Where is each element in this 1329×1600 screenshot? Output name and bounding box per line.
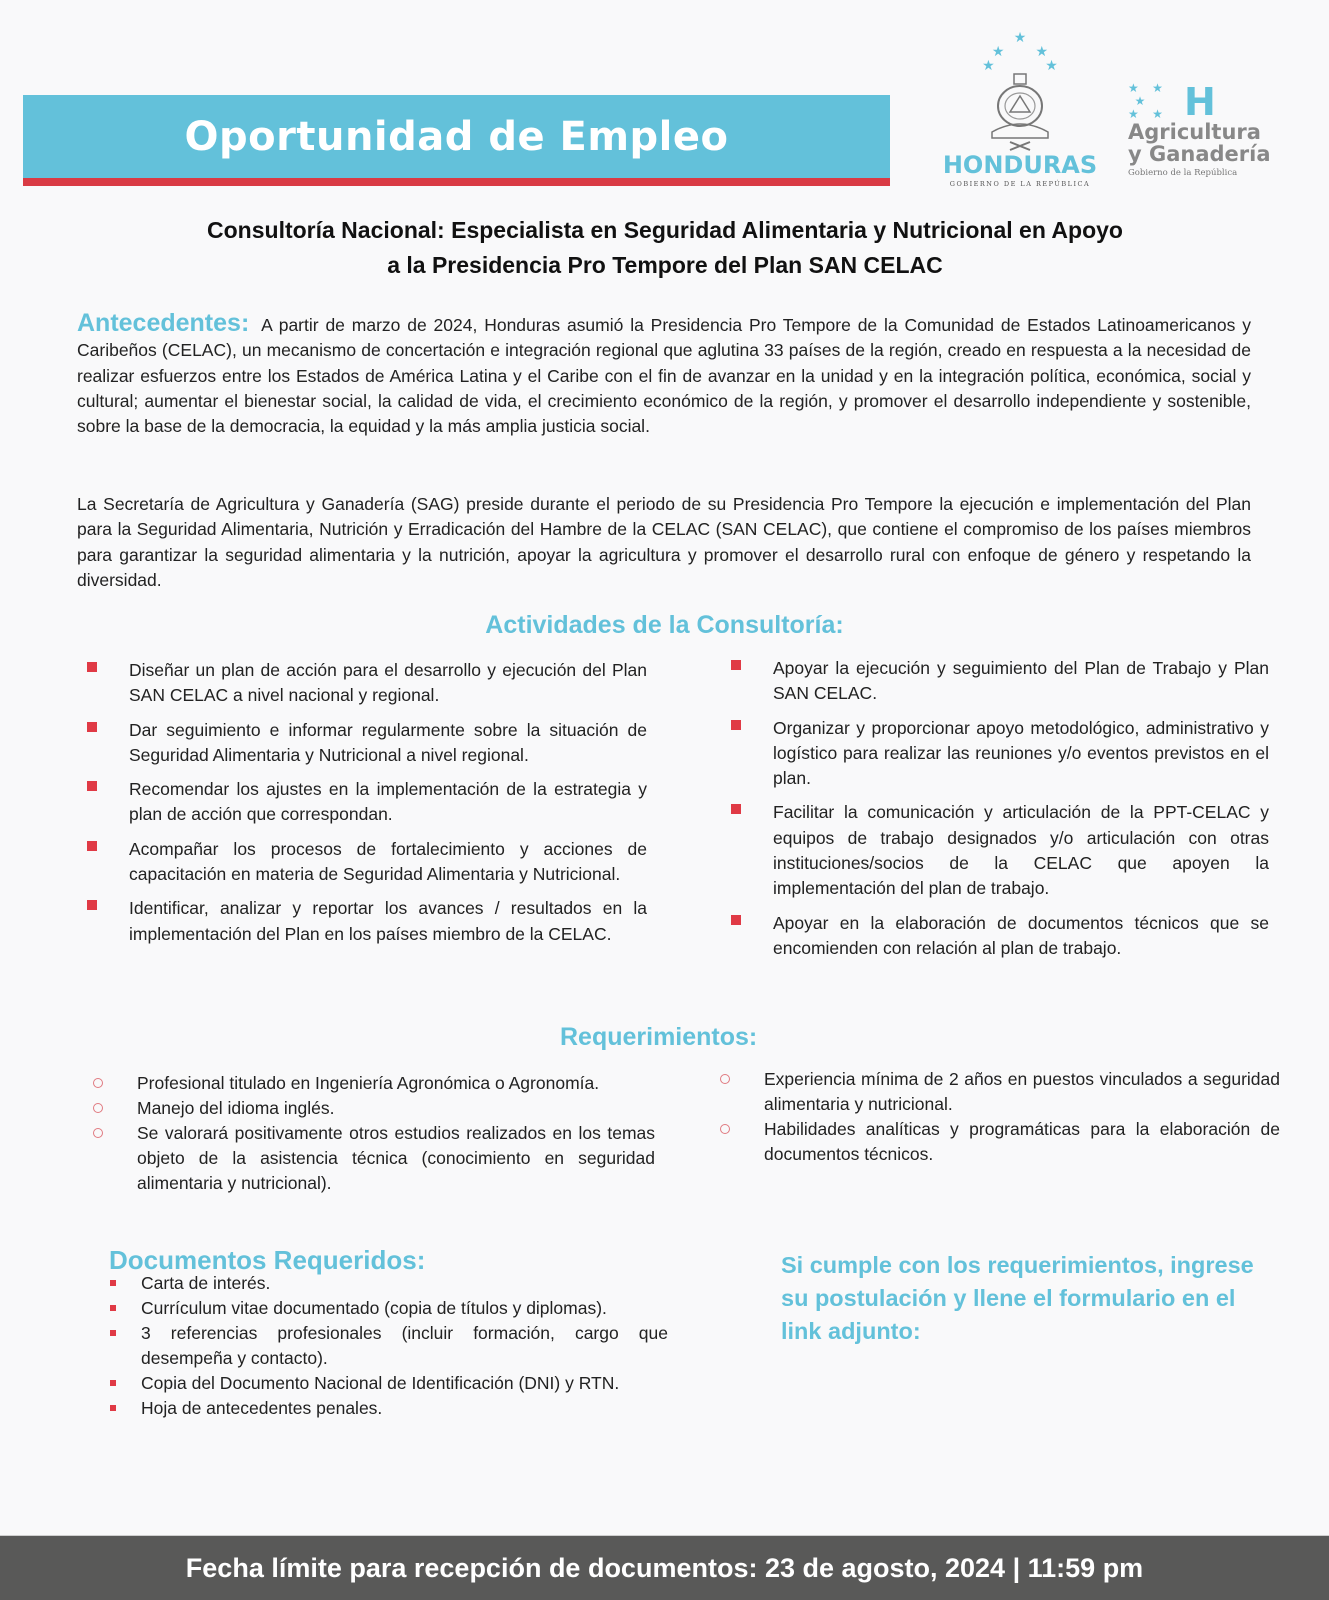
list-item bbox=[87, 777, 647, 828]
list-item bbox=[110, 1296, 668, 1321]
square-bullet-icon bbox=[110, 1405, 116, 1411]
list-item-text: Hoja de antecedentes penales. bbox=[141, 1398, 383, 1418]
list-item bbox=[93, 1096, 655, 1121]
list-item bbox=[87, 718, 647, 769]
square-bullet-icon bbox=[87, 781, 97, 791]
square-bullet-icon bbox=[110, 1280, 116, 1286]
square-bullet-icon bbox=[110, 1330, 116, 1336]
square-bullet-icon bbox=[87, 722, 97, 732]
honduras-logo bbox=[940, 29, 1100, 188]
list-item bbox=[110, 1321, 668, 1371]
list-item bbox=[87, 896, 647, 947]
square-bullet-icon bbox=[731, 804, 741, 814]
list-item-text: Habilidades analíticas y programáticas para la elaboración de documentos técnicos. bbox=[764, 1119, 1280, 1164]
list-item-text: Copia del Documento Nacional de Identificación (DNI) y RTN. bbox=[141, 1373, 620, 1393]
square-bullet-icon bbox=[731, 915, 741, 925]
list-item-text: Profesional titulado en Ingeniería Agronómica o Agronomía. bbox=[137, 1073, 600, 1093]
square-bullet-icon bbox=[110, 1380, 116, 1386]
square-bullet-icon bbox=[110, 1305, 116, 1311]
circle-bullet-icon bbox=[93, 1078, 103, 1088]
circle-bullet-icon bbox=[93, 1128, 103, 1138]
list-item-text: Identificar, analizar y reportar los avances / resultados en la implementación del Plan en los países miembro de la CELAC. bbox=[129, 898, 647, 944]
actividades-title: Actividades de la Consultoría: bbox=[485, 611, 844, 639]
list-item-text: 3 referencias profesionales (incluir formación, cargo que desempeña y contacto). bbox=[141, 1323, 668, 1368]
sag-line1: Agricultura bbox=[1128, 120, 1261, 144]
sag-subtitle: Gobierno de la República bbox=[1128, 168, 1238, 178]
actividades-list-left bbox=[87, 658, 647, 956]
banner-title: Oportunidad de Empleo bbox=[184, 113, 729, 160]
list-item bbox=[87, 837, 647, 888]
position-title-line1: Consultoría Nacional: Especialista en Seguridad Alimentaria y Nutricional en Apoyo bbox=[207, 217, 1123, 243]
stars-icon: ★ ★ ★ ★ ★ bbox=[1128, 81, 1163, 121]
sag-logo bbox=[1128, 79, 1298, 182]
sag-h-mark: H bbox=[1184, 79, 1216, 124]
honduras-subtitle: GOBIERNO DE LA REPÚBLICA bbox=[949, 180, 1091, 188]
deadline-text: Fecha límite para recepción de documentos: 23 de agosto, 2024 | 11:59 pm bbox=[185, 1552, 1144, 1583]
circle-bullet-icon bbox=[93, 1103, 103, 1113]
antecedentes-label: Antecedentes: bbox=[77, 309, 250, 337]
square-bullet-icon bbox=[87, 662, 97, 672]
square-bullet-icon bbox=[87, 841, 97, 851]
list-item-text: Dar seguimiento e informar regularmente sobre la situación de Seguridad Alimentaria y Nutricional a nivel regional. bbox=[129, 719, 647, 765]
stars-icon: ★ ★ ★ ★ ★ bbox=[982, 29, 1058, 73]
list-item-text: Carta de interés. bbox=[141, 1273, 271, 1293]
list-item bbox=[731, 716, 1269, 792]
documentos-list bbox=[110, 1271, 668, 1421]
list-item bbox=[731, 911, 1269, 962]
call-to-action: Si cumple con los requerimientos, ingrese su postulación y llene el formulario en el link adjunto: bbox=[781, 1252, 1254, 1344]
requerimientos-title: Requerimientos: bbox=[560, 1023, 758, 1051]
list-item-text: Facilitar la comunicación y articulación de la PPT-CELAC y equipos de trabajo designados y/o articulación con otras instituciones/socios de la CELAC que apoyen la implementación del plan de trabajo. bbox=[773, 802, 1269, 899]
list-item-text: Recomendar los ajustes en la implementación de la estrategia y plan de acción que correspondan. bbox=[129, 779, 647, 825]
list-item bbox=[720, 1067, 1280, 1117]
square-bullet-icon bbox=[731, 720, 741, 730]
list-item-text: Manejo del idioma inglés. bbox=[137, 1098, 335, 1118]
list-item-text: Apoyar en la elaboración de documentos técnicos que se encomienden con relación al plan de trabajo. bbox=[773, 912, 1269, 958]
sag-line2: y Ganadería bbox=[1128, 142, 1271, 166]
list-item-text: Currículum vitae documentado (copia de títulos y diplomas). bbox=[141, 1298, 607, 1318]
circle-bullet-icon bbox=[720, 1074, 730, 1084]
header-banner bbox=[23, 95, 890, 186]
actividades-list-right bbox=[731, 656, 1269, 970]
documentos-title: Documentos Requeridos: bbox=[109, 1245, 426, 1275]
list-item bbox=[93, 1071, 655, 1096]
list-item bbox=[731, 656, 1269, 707]
list-item bbox=[720, 1117, 1280, 1167]
square-bullet-icon bbox=[87, 900, 97, 910]
coat-of-arms-icon bbox=[984, 72, 1056, 152]
sag-paragraph: La Secretaría de Agricultura y Ganadería (SAG) preside durante el periodo de su Presidencia Pro Tempore la ejecución e implementación del Plan para la Seguridad Alimentaria, Nutrición y Erradicación del Hambre de la CELAC (SAN CELAC), que contiene el compromiso de los países miembros para garantizar la seguridad alimentaria y la nutrición, apoyar la agricultura y promover el desarrollo rural con enfoque de género y respetando la diversidad. bbox=[77, 494, 1251, 590]
requerimientos-list-right bbox=[720, 1067, 1280, 1167]
list-item bbox=[110, 1396, 668, 1421]
list-item bbox=[93, 1121, 655, 1196]
list-item-text: Apoyar la ejecución y seguimiento del Plan de Trabajo y Plan SAN CELAC. bbox=[773, 658, 1269, 704]
list-item-text: Acompañar los procesos de fortalecimiento y acciones de capacitación en materia de Seguridad Alimentaria y Nutricional. bbox=[129, 838, 647, 885]
antecedentes-paragraph bbox=[77, 311, 1251, 439]
square-bullet-icon bbox=[731, 660, 741, 670]
requerimientos-list-left bbox=[93, 1071, 655, 1196]
honduras-name: HONDURAS bbox=[942, 151, 1098, 179]
antecedentes-text: A partir de marzo de 2024, Honduras asumió la Presidencia Pro Tempore de la Comunidad de Estados Latinoamericanos y Caribeños (CELAC), un mecanismo de concertación e integración regional que aglutina 33 países de la región, creado en respuesta a la necesidad de realizar esfuerzos entre los Estados de América Latina y el Caribe con el fin de avanzar en la unidad y en la integración política, económica, social y cultural; aumentar el bienestar social, la calidad de vida, el crecimiento económico de la región, y promover el desarrollo independiente y sostenible, sobre la base de la democracia, la equidad y la más amplia justicia social. bbox=[77, 315, 1251, 437]
list-item-text: Se valorará positivamente otros estudios realizados en los temas objeto de la asistencia técnica (conocimiento en seguridad alimentaria y nutricional). bbox=[137, 1123, 655, 1193]
list-item-text: Organizar y proporcionar apoyo metodológico, administrativo y logístico para realizar las reuniones y/o eventos previstos en el plan. bbox=[773, 717, 1269, 789]
list-item bbox=[87, 658, 647, 709]
position-title bbox=[60, 213, 1270, 283]
position-title-line2: a la Presidencia Pro Tempore del Plan SAN CELAC bbox=[387, 252, 943, 278]
list-item bbox=[110, 1271, 668, 1296]
circle-bullet-icon bbox=[720, 1124, 730, 1134]
deadline-footer bbox=[0, 1535, 1329, 1600]
list-item-text: Diseñar un plan de acción para el desarrollo y ejecución del Plan SAN CELAC a nivel nacional y regional. bbox=[129, 660, 647, 706]
list-item bbox=[731, 800, 1269, 901]
list-item-text: Experiencia mínima de 2 años en puestos vinculados a seguridad alimentaria y nutricional. bbox=[764, 1069, 1280, 1114]
list-item bbox=[110, 1371, 668, 1396]
